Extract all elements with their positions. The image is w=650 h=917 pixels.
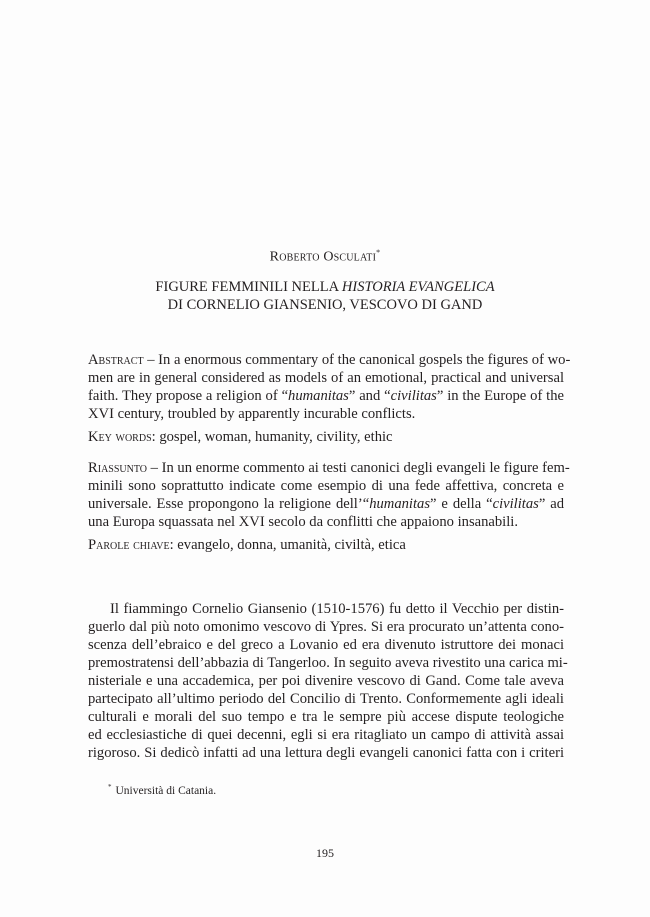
body-line-5: nisteriale e una accademica, per poi divenire vescovo di Gand. Come tale aveva xyxy=(88,673,564,689)
abstract-mid: ” and “ xyxy=(348,388,391,404)
abstract-line-1 xyxy=(88,351,571,369)
abstract-line-1-text: – In a enormous commentary of the canonical gospels the figures of wo- xyxy=(143,352,571,368)
riassunto-line-3-a: universale. Esse propongono la religione dell’“ xyxy=(88,496,370,512)
title-line-1 xyxy=(60,278,590,296)
riassunto-line-1-text: – In un enorme commento ai testi canonici degli evangeli le figure fem- xyxy=(147,460,570,476)
page-number: 195 xyxy=(316,846,334,860)
article-title xyxy=(60,278,590,314)
body-line-7: culturali e morali del suo tempo e tra le sempre più accese dispute teologiche xyxy=(88,709,564,725)
abstract-label: Abstract xyxy=(88,352,144,368)
body-paragraph xyxy=(88,600,568,762)
body-line-8: ed ecclesiastiche di quei decenni, egli si era ritagliato un campo di attività assai xyxy=(88,727,564,743)
footnote-mark: * xyxy=(108,783,112,791)
riassunto-line-1 xyxy=(88,459,570,477)
abstract-humanitas: humanitas xyxy=(288,388,349,404)
abstract-line-2: men are in general considered as models of an emotional, practical and universal xyxy=(88,370,564,386)
body-line-3: scenza dell’ebraico e del greco a Lovanio ed era divenuto istruttore dei monaci xyxy=(88,637,564,653)
riassunto-humanitas: humanitas xyxy=(369,496,430,512)
riassunto-line-2: minili sono soprattutto indicate come esempio di una fede affettiva, concreta e xyxy=(88,478,564,494)
riassunto-civilitas: civilitas xyxy=(492,496,539,512)
parole-chiave xyxy=(88,536,564,554)
body-line-9: rigoroso. Si dedicò infatti ad una lettura degli evangeli canonici fatta con i criteri xyxy=(88,745,564,761)
riassunto-line-3 xyxy=(88,495,564,513)
abstract-civilitas: civilitas xyxy=(390,388,437,404)
keywords xyxy=(88,428,564,446)
keywords-text: : gospel, woman, humanity, civility, ethic xyxy=(151,429,393,445)
abstract-line-3-text: faith. They propose a religion of “ xyxy=(88,388,289,404)
keywords-line xyxy=(88,428,564,446)
body-line-1: Il fiammingo Cornelio Giansenio (1510-1576) fu detto il Vecchio per distin- xyxy=(110,601,564,617)
keywords-label: Key words xyxy=(88,429,152,445)
author-text: Roberto Osculati xyxy=(269,249,377,265)
abstract-line-4: XVI century, troubled by apparently incurable conflicts. xyxy=(88,406,416,422)
abstract-end: ” in the Europe of the xyxy=(436,388,564,404)
footnote xyxy=(108,780,216,798)
body-line-4: premostratensi dell’abbazia di Tangerloo. In seguito aveva rivestito una carica mi- xyxy=(88,655,568,671)
abstract xyxy=(88,351,571,423)
riassunto-line-4: una Europa squassata nel XVI secolo da conflitti che appaiono insanabili. xyxy=(88,514,518,530)
riassunto xyxy=(88,459,570,531)
footnote-text: Università di Catania. xyxy=(115,784,217,797)
body-line-6: partecipato all’ultimo periodo del Concilio di Trento. Conformemente agli ideali xyxy=(88,691,564,707)
parole-line xyxy=(88,536,564,554)
title-line-1-text: FIGURE FEMMINILI NELLA xyxy=(155,279,342,295)
author-name xyxy=(0,248,650,266)
title-line-1-italic: HISTORIA EVANGELICA xyxy=(341,279,495,295)
riassunto-line-3-e: ” ad xyxy=(538,496,564,512)
riassunto-label: Riassunto xyxy=(88,460,148,476)
author-footnote-mark: * xyxy=(376,248,381,257)
body-line-2: guerlo dal più noto omonimo vescovo di Ypres. Si era procurato un’attenta cono- xyxy=(88,619,564,635)
riassunto-line-3-c: ” e della “ xyxy=(430,496,493,512)
parole-label: Parole chiave xyxy=(88,537,170,553)
title-line-2: DI CORNELIO GIANSENIO, VESCOVO DI GAND xyxy=(167,297,483,313)
abstract-line-3 xyxy=(88,387,564,405)
parole-text: : evangelo, donna, umanità, civiltà, etica xyxy=(169,537,406,553)
